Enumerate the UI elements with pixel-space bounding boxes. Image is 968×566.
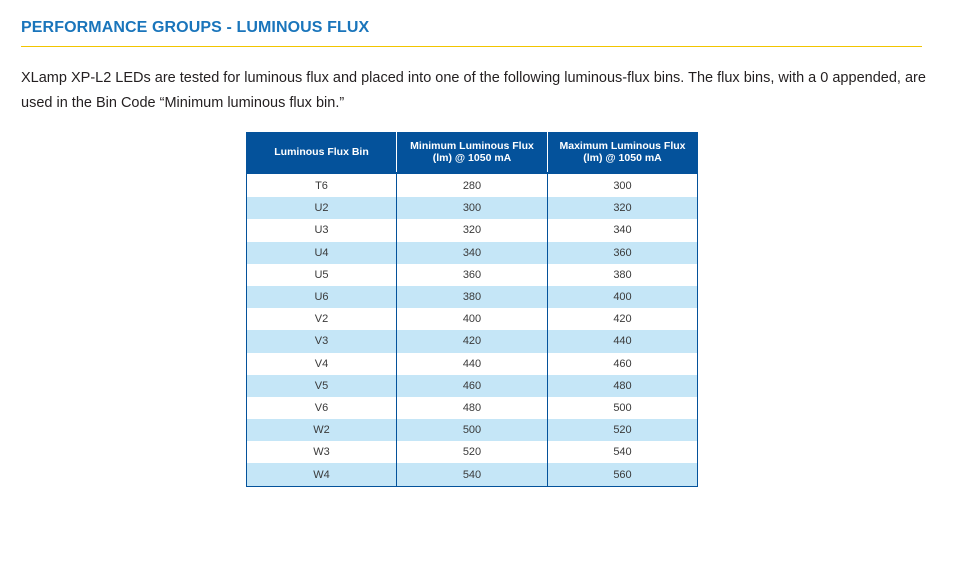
cell-min-flux: 420 <box>397 330 548 352</box>
cell-max-flux: 300 <box>548 173 698 197</box>
cell-max-flux: 480 <box>548 375 698 397</box>
table-row <box>247 242 698 264</box>
cell-bin: U2 <box>247 197 397 219</box>
cell-min-flux: 320 <box>397 219 548 241</box>
header-max-line2: (lm) @ 1050 mA <box>583 152 662 164</box>
header-min-line1: Minimum Luminous Flux <box>410 140 534 152</box>
cell-min-flux: 340 <box>397 242 548 264</box>
table-row <box>247 419 698 441</box>
cell-max-flux: 520 <box>548 419 698 441</box>
table-body <box>247 173 698 486</box>
cell-bin: U6 <box>247 286 397 308</box>
table-row <box>247 397 698 419</box>
cell-max-flux: 320 <box>548 197 698 219</box>
table-row <box>247 264 698 286</box>
cell-bin: V3 <box>247 330 397 352</box>
cell-min-flux: 540 <box>397 463 548 486</box>
cell-max-flux: 400 <box>548 286 698 308</box>
table-row <box>247 286 698 308</box>
cell-min-flux: 400 <box>397 308 548 330</box>
cell-max-flux: 380 <box>548 264 698 286</box>
table-row <box>247 441 698 463</box>
cell-bin: V4 <box>247 353 397 375</box>
table-header <box>247 132 698 173</box>
cell-min-flux: 380 <box>397 286 548 308</box>
cell-min-flux: 280 <box>397 173 548 197</box>
cell-min-flux: 480 <box>397 397 548 419</box>
cell-max-flux: 500 <box>548 397 698 419</box>
header-min-line2: (lm) @ 1050 mA <box>432 152 512 164</box>
cell-bin: V2 <box>247 308 397 330</box>
cell-bin: V6 <box>247 397 397 419</box>
cell-bin: W3 <box>247 441 397 463</box>
table-row <box>247 375 698 397</box>
header-row <box>247 132 698 173</box>
cell-min-flux: 360 <box>397 264 548 286</box>
section-title: PERFORMANCE GROUPS - LUMINOUS FLUX <box>21 19 370 36</box>
cell-min-flux: 300 <box>397 197 548 219</box>
header-bin-label: Luminous Flux Bin <box>274 146 369 158</box>
cell-max-flux: 440 <box>548 330 698 352</box>
header-max-line1: Maximum Luminous Flux <box>559 140 686 152</box>
table-row <box>247 308 698 330</box>
header-bin <box>247 132 397 173</box>
cell-min-flux: 460 <box>397 375 548 397</box>
cell-max-flux: 360 <box>548 242 698 264</box>
cell-min-flux: 520 <box>397 441 548 463</box>
cell-min-flux: 440 <box>397 353 548 375</box>
cell-bin: W4 <box>247 463 397 486</box>
table-row <box>247 219 698 241</box>
flux-bin-table <box>246 132 698 487</box>
cell-bin: U4 <box>247 242 397 264</box>
header-max-flux <box>548 132 698 173</box>
table-row <box>247 330 698 352</box>
cell-min-flux: 500 <box>397 419 548 441</box>
cell-bin: U3 <box>247 219 397 241</box>
cell-max-flux: 420 <box>548 308 698 330</box>
table-row <box>247 197 698 219</box>
intro-paragraph: XLamp XP-L2 LEDs are tested for luminous flux and placed into one of the following luminous-flux bins. The flux bins, with a 0 appended, are used in the Bin Code “Minimum luminous flux bin.” <box>21 70 926 111</box>
title-divider <box>21 46 922 47</box>
cell-max-flux: 560 <box>548 463 698 486</box>
table-row <box>247 463 698 486</box>
cell-max-flux: 460 <box>548 353 698 375</box>
cell-max-flux: 340 <box>548 219 698 241</box>
cell-bin: W2 <box>247 419 397 441</box>
cell-max-flux: 540 <box>548 441 698 463</box>
cell-bin: U5 <box>247 264 397 286</box>
cell-bin: V5 <box>247 375 397 397</box>
table-row <box>247 353 698 375</box>
table-row <box>247 173 698 197</box>
header-min-flux <box>397 132 548 173</box>
cell-bin: T6 <box>247 173 397 197</box>
